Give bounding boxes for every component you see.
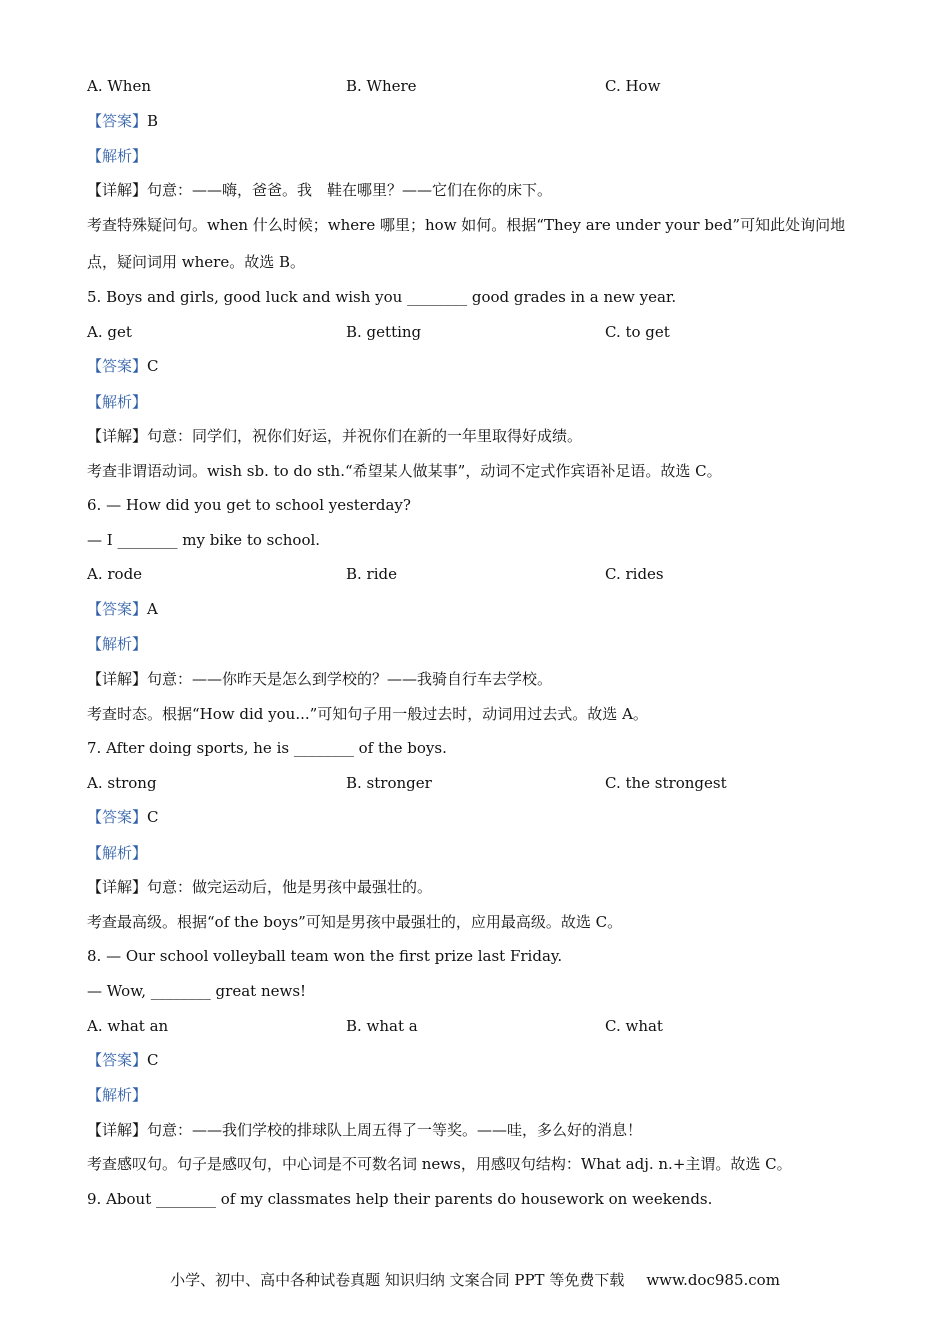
- q6-answer: [87, 599, 158, 619]
- answer-label: 【答案】: [87, 1051, 148, 1069]
- answer-label: 【答案】: [87, 808, 148, 826]
- q7-explanation: 考查最高级。根据“of the boys”可知是男孩中最强壮的，应用最高级。故选 C。: [87, 913, 623, 931]
- q5-options: [87, 322, 887, 342]
- q8-option-a: A. what an: [87, 1017, 169, 1035]
- q5-option-b: B. getting: [346, 323, 422, 341]
- q4-option-a: A. When: [87, 77, 151, 95]
- q4-answer-value: B: [147, 112, 159, 130]
- q5-analysis-label: 【解析】: [87, 393, 148, 411]
- q6-option-a: A. rode: [87, 565, 143, 583]
- q6-option-b: B. ride: [346, 565, 398, 583]
- q6-stem-line2: — I ________ my bike to school.: [87, 531, 321, 549]
- detail-label: 【详解】: [87, 670, 148, 688]
- q8-detail: [87, 1120, 642, 1140]
- q6-explanation: 考查时态。根据“How did you...”可知句子用一般过去时，动词用过去式。故选 A。: [87, 705, 648, 723]
- q4-answer: [87, 111, 158, 131]
- q5-explanation: 考查非谓语动词。wish sb. to do sth.“希望某人做某事”，动词不定式作宾语补足语。故选 C。: [87, 462, 722, 480]
- q8-explanation: 考查感叹句。句子是感叹句，中心词是不可数名词 news，用感叹句结构：What adj. n.+主谓。故选 C。: [87, 1155, 792, 1173]
- q8-option-c: C. what: [605, 1017, 663, 1035]
- q7-detail-text: 句意：做完运动后，他是男孩中最强壮的。: [147, 878, 433, 896]
- q7-option-b: B. stronger: [346, 774, 432, 792]
- q5-detail-text: 句意：同学们，祝你们好运，并祝你们在新的一年里取得好成绩。: [147, 427, 583, 445]
- q5-answer-value: C: [147, 357, 159, 375]
- q7-answer: [87, 807, 159, 827]
- q7-options: [87, 773, 887, 793]
- q6-answer-value: A: [147, 600, 158, 618]
- q6-options: [87, 564, 887, 584]
- q7-stem: 7. After doing sports, he is ________ of the boys.: [87, 739, 447, 757]
- footer-text: 小学、初中、高中各种试卷真题 知识归纳 文案合同 PPT 等免费下载: [170, 1271, 625, 1289]
- detail-label: 【详解】: [87, 1121, 148, 1139]
- q8-answer: [87, 1050, 159, 1070]
- q4-explanation-line2: 点，疑问词用 where。故选 B。: [87, 253, 305, 271]
- q8-stem-line2: — Wow, ________ great news!: [87, 982, 307, 1000]
- q5-option-a: A. get: [87, 323, 132, 341]
- q5-option-c: C. to get: [605, 323, 670, 341]
- q4-detail-text: 句意：——嗨，爸爸。我 鞋在哪里？——它们在你的床下。: [147, 181, 553, 199]
- q4-option-b: B. Where: [346, 77, 417, 95]
- detail-label: 【详解】: [87, 181, 148, 199]
- page-footer: [0, 1270, 950, 1290]
- q8-stem-line1: 8. — Our school volleyball team won the first prize last Friday.: [87, 947, 563, 965]
- q6-option-c: C. rides: [605, 565, 664, 583]
- q8-answer-value: C: [147, 1051, 159, 1069]
- q4-analysis-label: 【解析】: [87, 147, 148, 165]
- detail-label: 【详解】: [87, 427, 148, 445]
- answer-label: 【答案】: [87, 112, 148, 130]
- q5-stem: 5. Boys and girls, good luck and wish you ________ good grades in a new year.: [87, 288, 677, 306]
- q8-options: [87, 1016, 887, 1036]
- q7-answer-value: C: [147, 808, 159, 826]
- q6-detail: [87, 669, 552, 689]
- q6-stem-line1: 6. — How did you get to school yesterday?: [87, 496, 411, 514]
- q6-detail-text: 句意：——你昨天是怎么到学校的？——我骑自行车去学校。: [147, 670, 553, 688]
- answer-label: 【答案】: [87, 357, 148, 375]
- q7-option-a: A. strong: [87, 774, 157, 792]
- q7-analysis-label: 【解析】: [87, 844, 148, 862]
- q5-detail: [87, 426, 582, 446]
- q6-analysis-label: 【解析】: [87, 635, 148, 653]
- q8-option-b: B. what a: [346, 1017, 418, 1035]
- q4-detail: [87, 180, 552, 200]
- q4-option-c: C. How: [605, 77, 661, 95]
- q4-options: [87, 76, 887, 96]
- answer-label: 【答案】: [87, 600, 148, 618]
- q7-detail: [87, 877, 432, 897]
- q5-answer: [87, 356, 159, 376]
- q8-detail-text: 句意：——我们学校的排球队上周五得了一等奖。——哇，多么好的消息！: [147, 1121, 643, 1139]
- q4-explanation-line1: 考查特殊疑问句。when 什么时候；where 哪里；how 如何。根据“They are under your bed”可知此处询问地: [87, 216, 846, 234]
- detail-label: 【详解】: [87, 878, 148, 896]
- q7-option-c: C. the strongest: [605, 774, 727, 792]
- footer-url[interactable]: www.doc985.com: [646, 1271, 780, 1289]
- q8-analysis-label: 【解析】: [87, 1086, 148, 1104]
- q9-stem: 9. About ________ of my classmates help their parents do housework on weekends.: [87, 1190, 713, 1208]
